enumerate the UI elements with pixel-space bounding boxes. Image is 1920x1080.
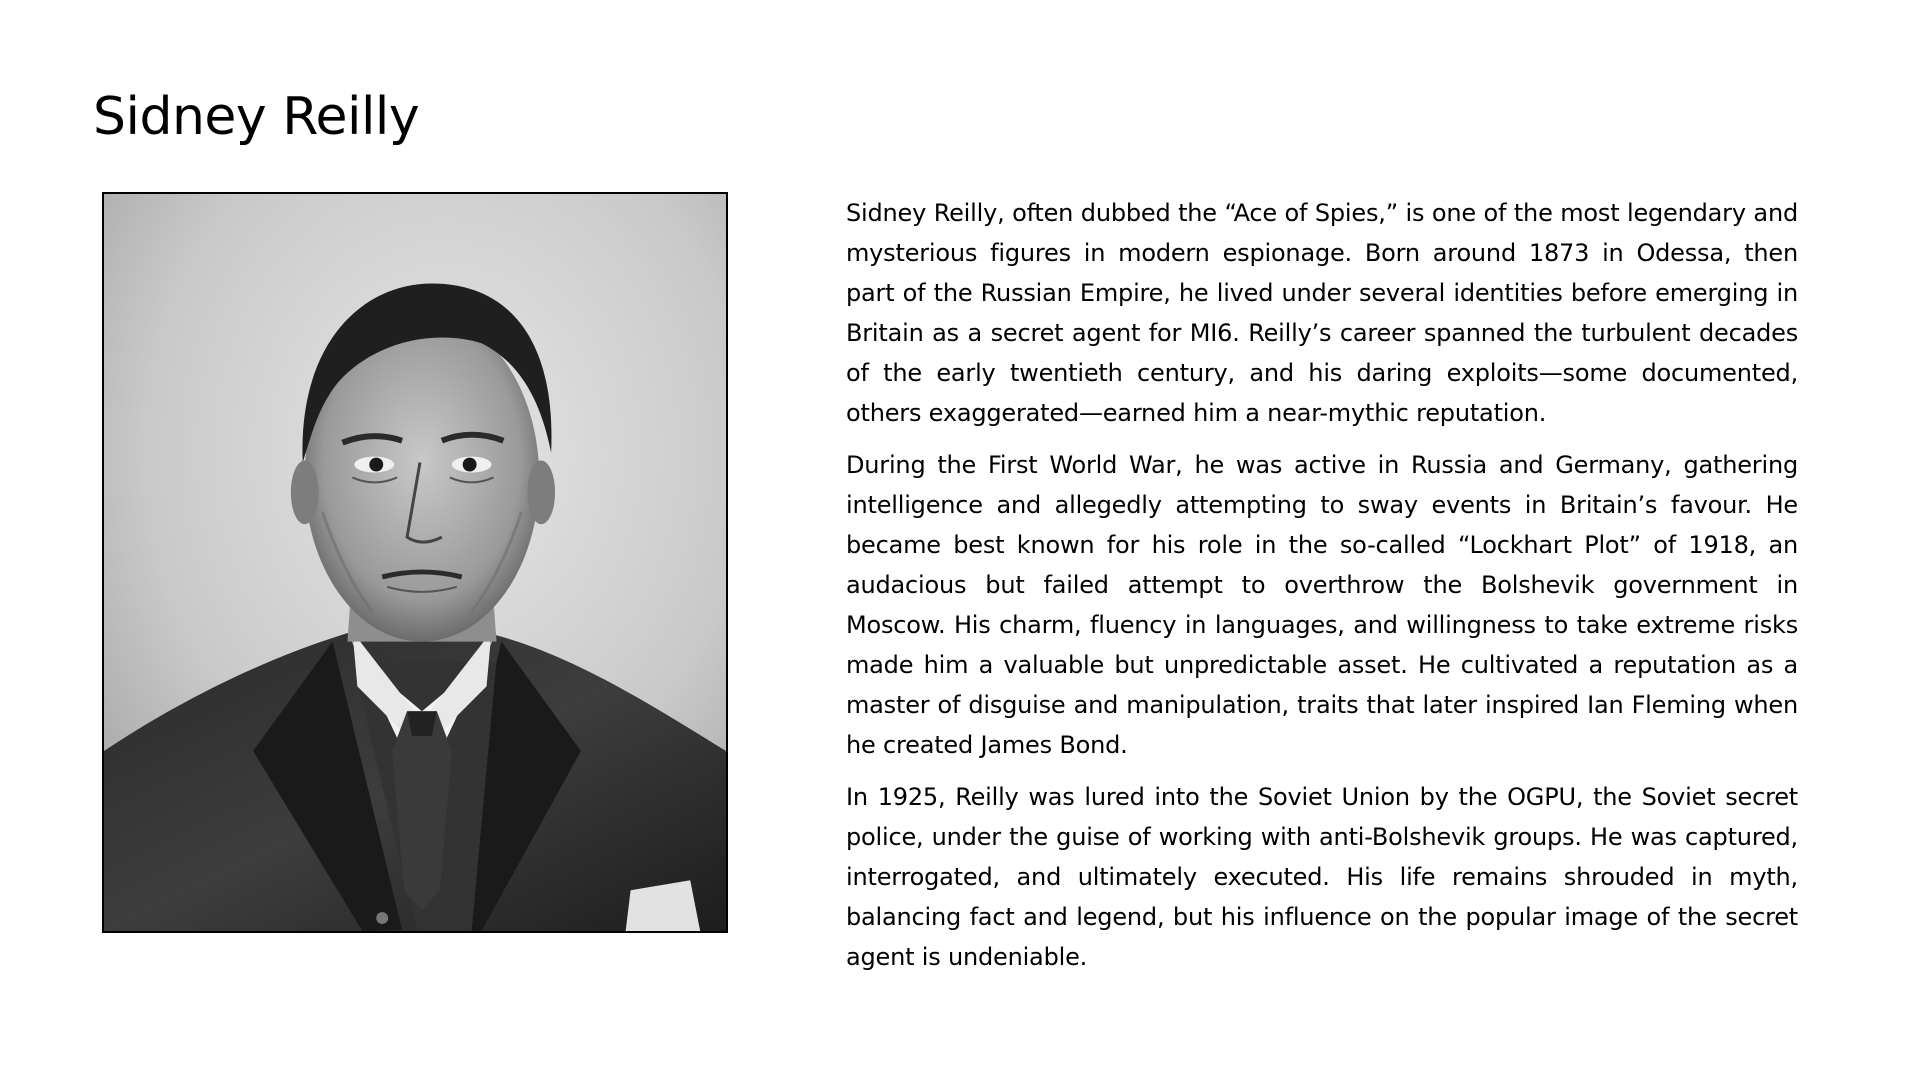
bio-paragraph-1: Sidney Reilly, often dubbed the “Ace of Spies,” is one of the most legendary and mysterious figures in modern espionage. Born around 1873 in Odessa, then part of the Russian Empire, he lived under several identities before emerging in Britain as a secret agent for MI6. Reilly’s career spanned the turbulent decades of the early twentieth century, and his daring exploits—some documented, others exaggerated—earned him a near-mythic reputation. — [846, 199, 1798, 427]
portrait-illustration — [104, 194, 726, 931]
bio-paragraph-2: During the First World War, he was active in Russia and Germany, gathering intelligence and allegedly attempting to sway events in Britain’s favour. He became best known for his role in the so-called “Lockhart Plot” of 1918, an audacious but failed attempt to overthrow the Bolshevik government in Moscow. His charm, fluency in languages, and willingness to take extreme risks made him a valuable but unpredictable asset. He cultivated a reputation as a master of disguise and manipulation, traits that later inspired Ian Fleming when he created James Bond. — [846, 451, 1798, 759]
portrait-photo — [102, 192, 728, 933]
page-title: Sidney Reilly — [93, 87, 420, 147]
biography-text — [846, 193, 1798, 989]
bio-paragraph-3: In 1925, Reilly was lured into the Soviet Union by the OGPU, the Soviet secret police, under the guise of working with anti-Bolshevik groups. He was captured, interrogated, and ultimately executed. His life remains shrouded in myth, balancing fact and legend, but his influence on the popular image of the secret agent is undeniable. — [846, 783, 1798, 971]
